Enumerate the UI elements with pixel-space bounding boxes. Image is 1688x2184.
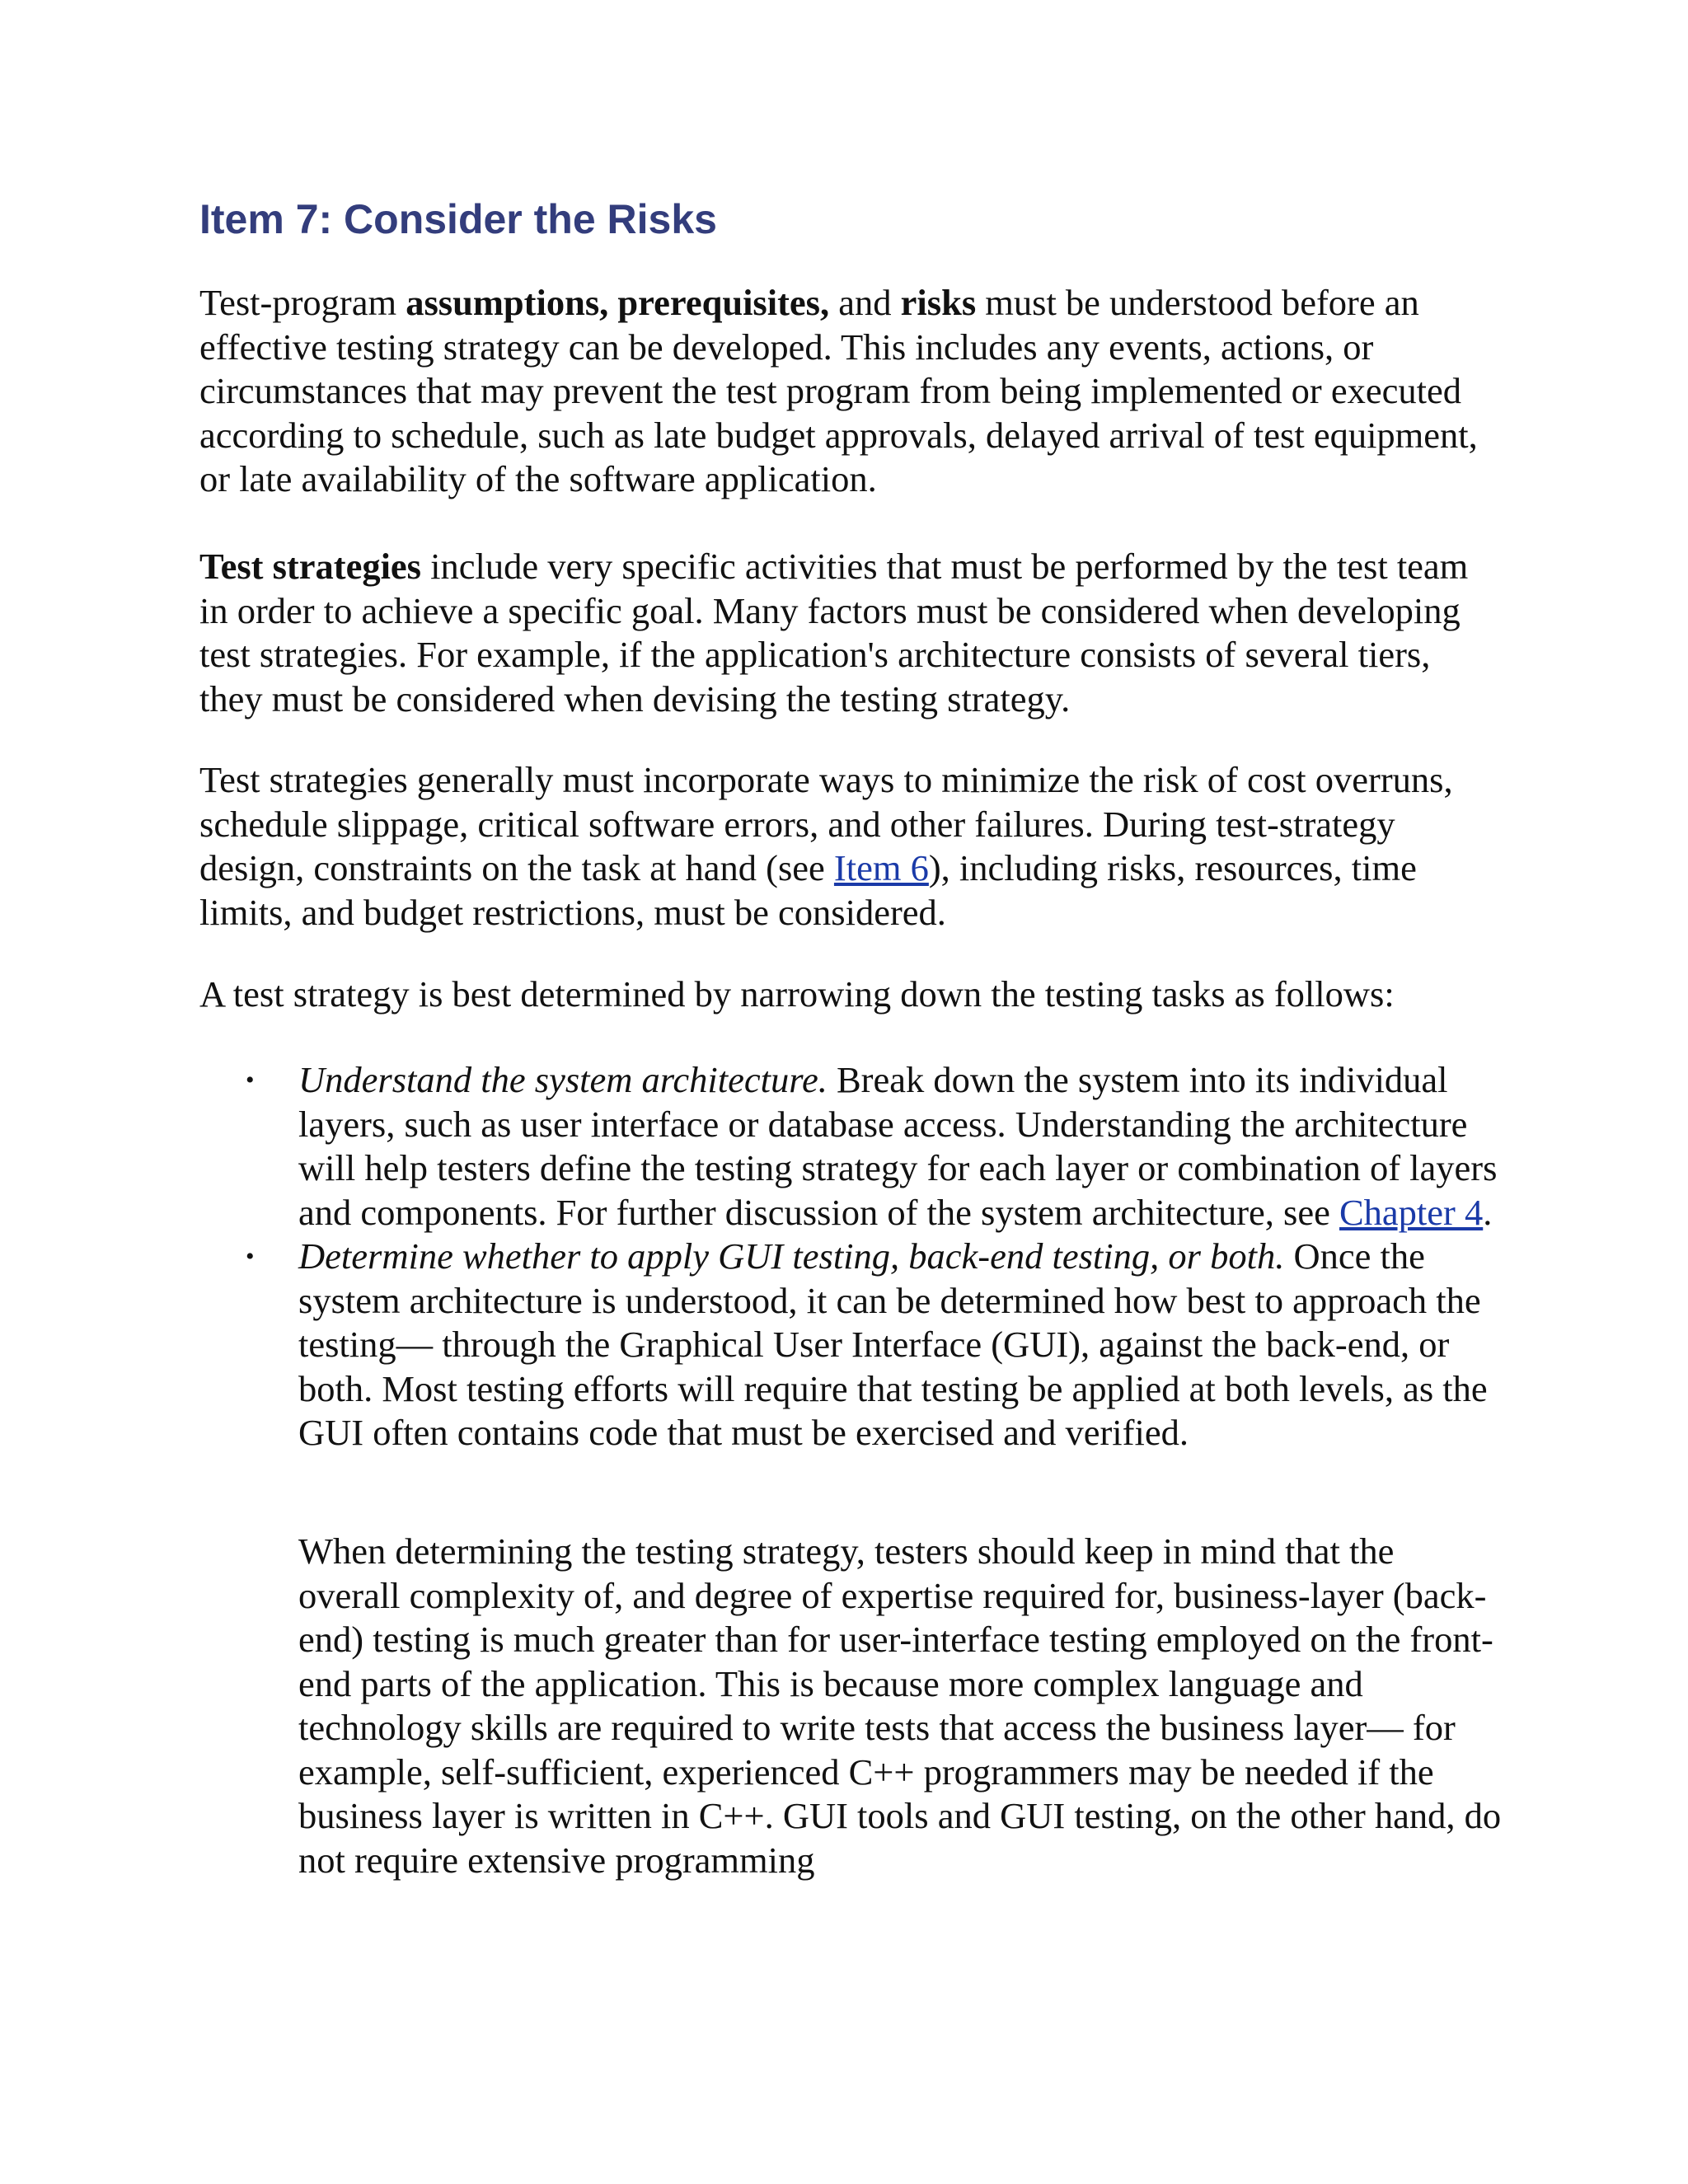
bullet-2-lead: Determine whether to apply GUI testing, back-end testing, or both.: [298, 1235, 1285, 1277]
paragraph-narrowing: A test strategy is best determined by narrowing down the testing tasks as follows:: [199, 973, 1395, 1015]
bullet-icon: •: [246, 1066, 255, 1094]
page-title: Item 7: Consider the Risks: [199, 196, 717, 242]
p1-text-1: Test-program: [199, 282, 406, 323]
p2-text-1: include very specific activities that must be performed by the test team in order to achieve a specific goal. Many factors must be considered when developing test strategies. For example, if the application's architecture consists of several tiers, they must be considered when devising the testing strategy.: [199, 546, 1469, 719]
p1-bold-assumptions: assumptions, prerequisites,: [406, 282, 830, 323]
strategy-bullet-list: [199, 1058, 1518, 1455]
bullet-1-text: Break down the system into its individual layers, such as user interface or database access. Understanding the architecture will help testers define the testing strategy for each layer or combination of layers and components. For further discussion of the system architecture, see: [298, 1059, 1498, 1233]
p3-text-1: Test strategies generally must incorporate ways to minimize the risk of cost overruns, schedule slippage, critical software errors, and other failures. During test-strategy design, constraints on the task at hand (see: [199, 759, 1453, 888]
p3-text-2: ), including risks, resources, time limits, and budget restrictions, must be considered.: [199, 847, 1417, 933]
list-item: [199, 1235, 1518, 1455]
paragraph-test-strategies: [199, 545, 1502, 721]
p2-bold-test-strategies: Test strategies: [199, 546, 421, 587]
paragraph-complexity: When determining the testing strategy, testers should keep in mind that the overall complexity of, and degree of expertise required for, business-layer (back-end) testing is much greater than for user-interface testing employed on the front-end parts of the application. This is because more complex language and technology skills are required to write tests that access the business layer— for example, self-sufficient, experienced C++ programmers may be needed if the business layer is written in C++. GUI tools and GUI testing, on the other hand, do not require extensive programming: [298, 1530, 1502, 1881]
p1-text-3: must be understood before an effective testing strategy can be developed. This includes any events, actions, or circumstances that may prevent the test program from being implemented or executed according to schedule, such as late budget approvals, delayed arrival of test equipment, or late availability of the software application.: [199, 282, 1478, 499]
bullet-1-after: .: [1483, 1191, 1493, 1233]
list-item: [199, 1058, 1518, 1235]
bullet-icon: •: [246, 1243, 255, 1270]
paragraph-minimize-risk: [199, 758, 1502, 935]
paragraph-assumptions: [199, 281, 1502, 502]
bullet-2-text: Once the system architecture is understood, it can be determined how best to approach the testing— through the Graphical User Interface (GUI), against the back-end, or both. Most testing efforts will require that testing be applied at both levels, as the GUI often contains code that must be exercised and verified.: [298, 1235, 1488, 1453]
p1-bold-risks: risks: [900, 282, 977, 323]
p1-text-2: and: [829, 282, 901, 323]
bullet-1-lead: Understand the system architecture.: [298, 1059, 828, 1100]
item-6-link[interactable]: Item 6: [833, 847, 929, 888]
chapter-4-link[interactable]: Chapter 4: [1339, 1191, 1484, 1233]
